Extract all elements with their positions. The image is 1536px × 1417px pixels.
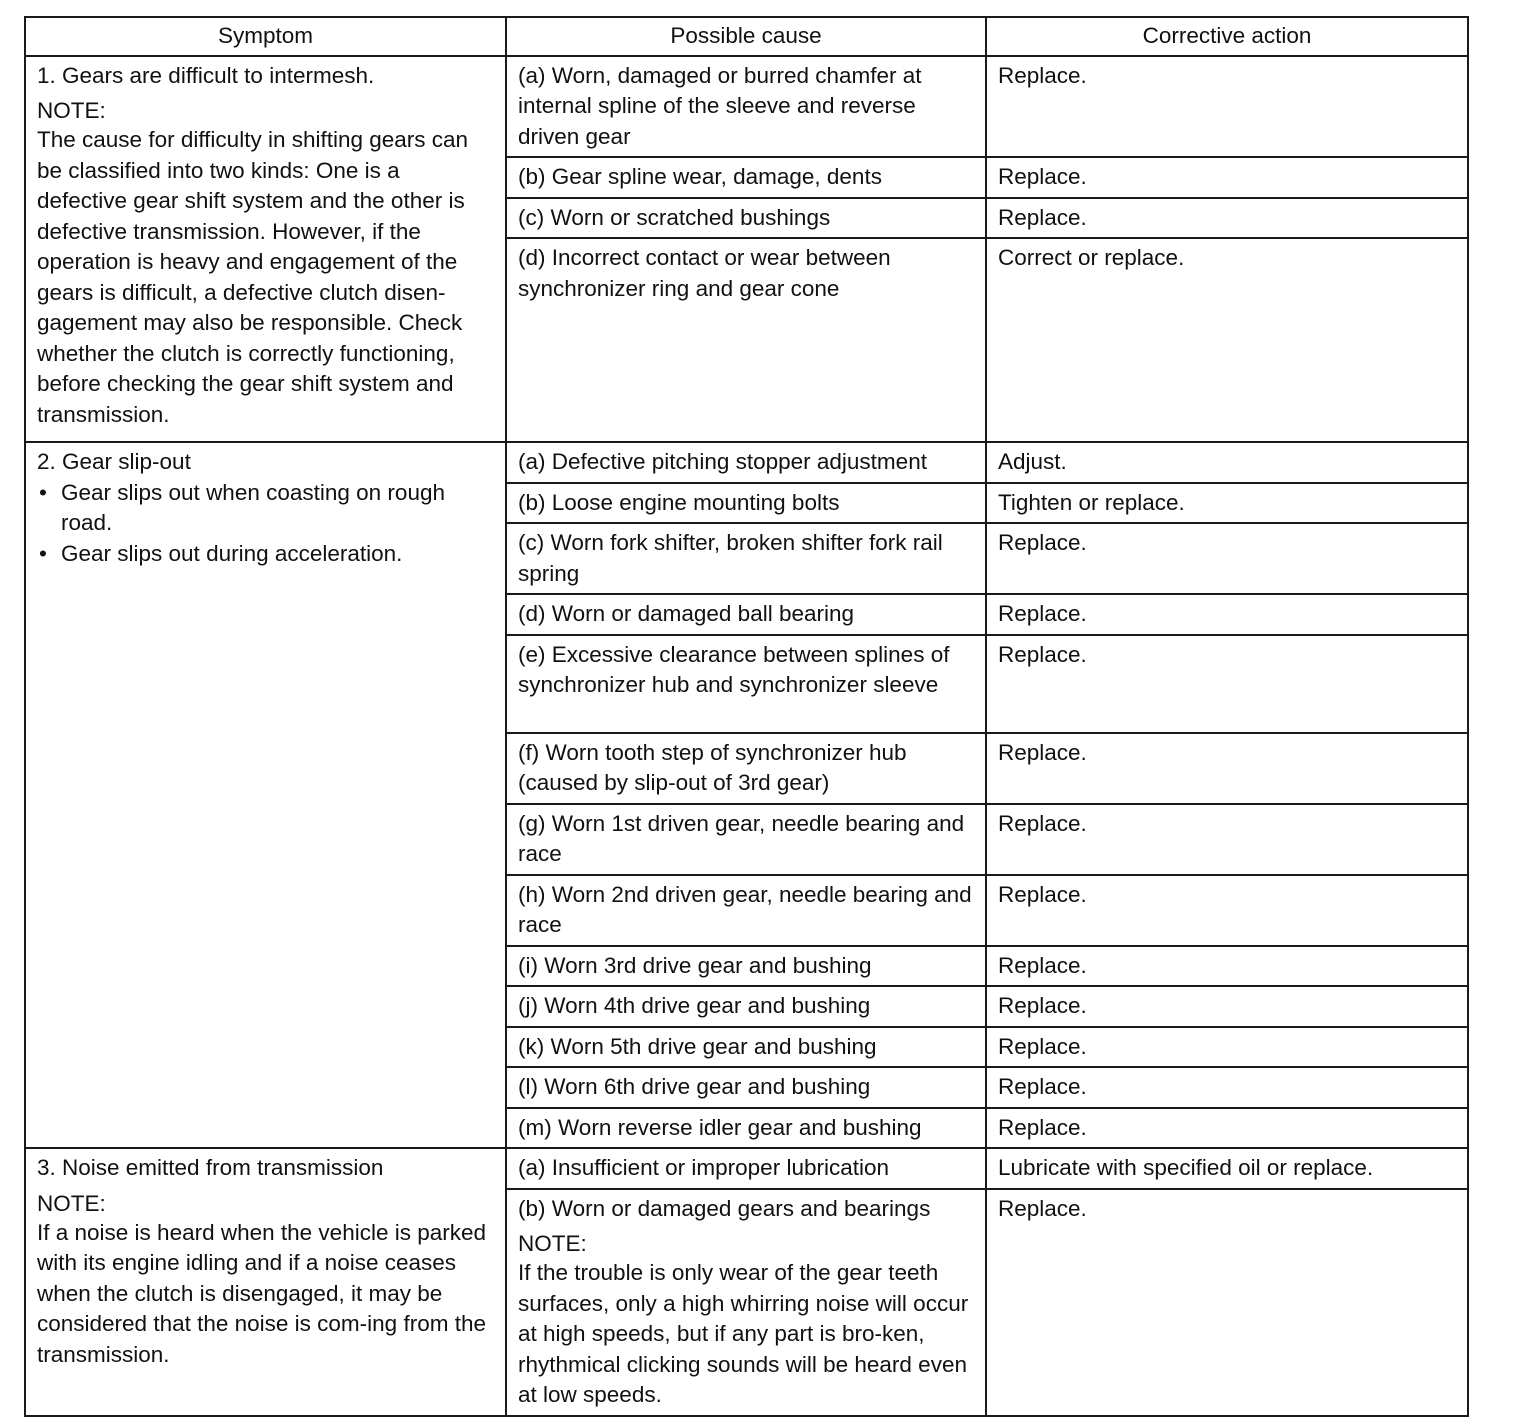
action-cell xyxy=(986,635,1468,733)
symptom-title: 1. Gears are difficult to intermesh. xyxy=(37,62,375,88)
table-row xyxy=(25,1148,1468,1189)
cause-cell xyxy=(506,523,986,594)
symptom-note-text: If a noise is heard when the vehicle is parked with its engine idling and if a noise ceases when the clutch is disengaged, it may be considered that the noise is com-ing from the transmission. xyxy=(37,1219,487,1367)
symptom-note-label: NOTE: xyxy=(37,98,106,123)
cause-text: (e) Excessive clearance between splines of synchronizer hub and synchronizer sleeve xyxy=(518,641,950,697)
header-possible-cause: Possible cause xyxy=(506,17,986,56)
action-text: Replace. xyxy=(998,810,1087,836)
cause-cell xyxy=(506,1027,986,1068)
symptom-bullet-text: Gear slips out when coasting on rough road. xyxy=(61,479,445,535)
cause-text: (l) Worn 6th drive gear and bushing xyxy=(518,1074,871,1099)
cause-text: (i) Worn 3rd drive gear and bushing xyxy=(518,952,872,978)
cause-cell xyxy=(506,198,986,239)
action-cell xyxy=(986,483,1468,524)
action-text: Replace. xyxy=(998,1074,1087,1099)
header-symptom: Symptom xyxy=(25,17,506,56)
action-text: Replace. xyxy=(998,601,1087,626)
action-cell xyxy=(986,1148,1468,1189)
cause-cell xyxy=(506,733,986,804)
action-text: Replace. xyxy=(998,952,1087,978)
action-cell xyxy=(986,875,1468,946)
cause-cell xyxy=(506,1189,986,1416)
action-text: Replace. xyxy=(998,530,1087,555)
troubleshooting-table xyxy=(24,16,1469,1417)
cause-cell xyxy=(506,1148,986,1189)
cause-note-text: If the trouble is only wear of the gear teeth surfaces, only a high whirring noise will occur at high speeds, but if any part is bro-ken, rhythmical clicking sounds will be heard even at low speeds. xyxy=(518,1260,969,1407)
cause-cell xyxy=(506,875,986,946)
cause-cell xyxy=(506,635,986,733)
action-text: Lubricate with specified oil or replace. xyxy=(998,1155,1374,1180)
header-corrective-action: Corrective action xyxy=(986,17,1468,56)
action-cell xyxy=(986,804,1468,875)
action-cell xyxy=(986,594,1468,635)
symptom-cell xyxy=(25,56,506,443)
cause-text: (a) Insufficient or improper lubrication xyxy=(518,1155,889,1180)
cause-cell xyxy=(506,483,986,524)
action-cell xyxy=(986,442,1468,483)
action-cell xyxy=(986,238,1468,442)
cause-cell xyxy=(506,1067,986,1108)
cause-text: (b) Gear spline wear, damage, dents xyxy=(518,164,882,189)
cause-cell xyxy=(506,986,986,1027)
cause-text: (d) Incorrect contact or wear between synchronizer ring and gear cone xyxy=(518,245,891,301)
cause-text: (g) Worn 1st driven gear, needle bearing and race xyxy=(518,810,965,866)
action-cell xyxy=(986,56,1468,158)
symptom-note-text: The cause for difficulty in shifting gears can be classified into two kinds: One is a defective gear shift system and the other is defective transmission. However, if the operation is heavy and engagement of the gears is difficult, a defective clutch disen-gagement may also be responsible. Check whether the clutch is correctly functioning, before checking the gear shift system and transmission. xyxy=(37,127,469,427)
action-text: Replace. xyxy=(998,1195,1087,1221)
cause-cell xyxy=(506,1108,986,1149)
bullet-dot: • xyxy=(39,479,47,505)
action-cell xyxy=(986,1189,1468,1416)
cause-text: (b) Loose engine mounting bolts xyxy=(518,489,840,515)
bullet-dot: • xyxy=(39,540,47,566)
action-cell xyxy=(986,523,1468,594)
action-text: Tighten or replace. xyxy=(998,489,1185,515)
action-cell xyxy=(986,157,1468,198)
cause-cell xyxy=(506,594,986,635)
action-cell xyxy=(986,1067,1468,1108)
cause-cell xyxy=(506,804,986,875)
action-cell xyxy=(986,946,1468,987)
action-text: Replace. xyxy=(998,1033,1087,1059)
table-body xyxy=(25,56,1468,1416)
action-text: Replace. xyxy=(998,993,1087,1018)
symptom-cell xyxy=(25,442,506,1148)
cause-cell xyxy=(506,238,986,442)
symptom-title: 2. Gear slip-out xyxy=(37,449,191,474)
header-row xyxy=(25,17,1468,56)
cause-cell xyxy=(506,442,986,483)
cause-text: (h) Worn 2nd driven gear, needle bearing and race xyxy=(518,881,972,937)
action-cell xyxy=(986,1027,1468,1068)
cause-text: (m) Worn reverse idler gear and bushing xyxy=(518,1114,922,1140)
cause-text: (k) Worn 5th drive gear and bushing xyxy=(518,1033,877,1059)
cause-cell xyxy=(506,56,986,158)
cause-text: (a) Defective pitching stopper adjustment xyxy=(518,449,927,474)
action-cell xyxy=(986,733,1468,804)
cause-text: (a) Worn, damaged or burred chamfer at internal spline of the sleeve and reverse driven gear xyxy=(518,62,922,149)
symptom-title: 3. Noise emitted from transmission xyxy=(37,1155,384,1180)
action-text: Replace. xyxy=(998,204,1087,230)
action-text: Replace. xyxy=(998,881,1087,907)
cause-cell xyxy=(506,157,986,198)
action-cell xyxy=(986,1108,1468,1149)
action-cell xyxy=(986,198,1468,239)
table-row xyxy=(25,442,1468,483)
action-cell xyxy=(986,986,1468,1027)
table-row xyxy=(25,56,1468,158)
action-text: Replace. xyxy=(998,62,1087,88)
cause-note-label: NOTE: xyxy=(518,1231,587,1256)
action-text: Replace. xyxy=(998,641,1087,667)
cause-text: (j) Worn 4th drive gear and bushing xyxy=(518,993,871,1018)
cause-text: (c) Worn fork shifter, broken shifter fork rail spring xyxy=(518,530,943,586)
cause-text: (d) Worn or damaged ball bearing xyxy=(518,601,855,626)
action-text: Adjust. xyxy=(998,449,1067,474)
symptom-bullet-text: Gear slips out during acceleration. xyxy=(61,540,403,566)
action-text: Correct or replace. xyxy=(998,245,1185,270)
action-text: Replace. xyxy=(998,1114,1087,1140)
cause-text: (b) Worn or damaged gears and bearings xyxy=(518,1195,931,1221)
symptom-note-label: NOTE: xyxy=(37,1190,106,1216)
symptom-cell xyxy=(25,1148,506,1416)
symptom-bullet xyxy=(37,539,495,570)
action-text: Replace. xyxy=(998,739,1087,765)
action-text: Replace. xyxy=(998,164,1087,189)
cause-text: (c) Worn or scratched bushings xyxy=(518,204,831,230)
symptom-bullet xyxy=(37,478,495,539)
cause-text: (f) Worn tooth step of synchronizer hub (caused by slip-out of 3rd gear) xyxy=(518,739,907,795)
cause-cell xyxy=(506,946,986,987)
